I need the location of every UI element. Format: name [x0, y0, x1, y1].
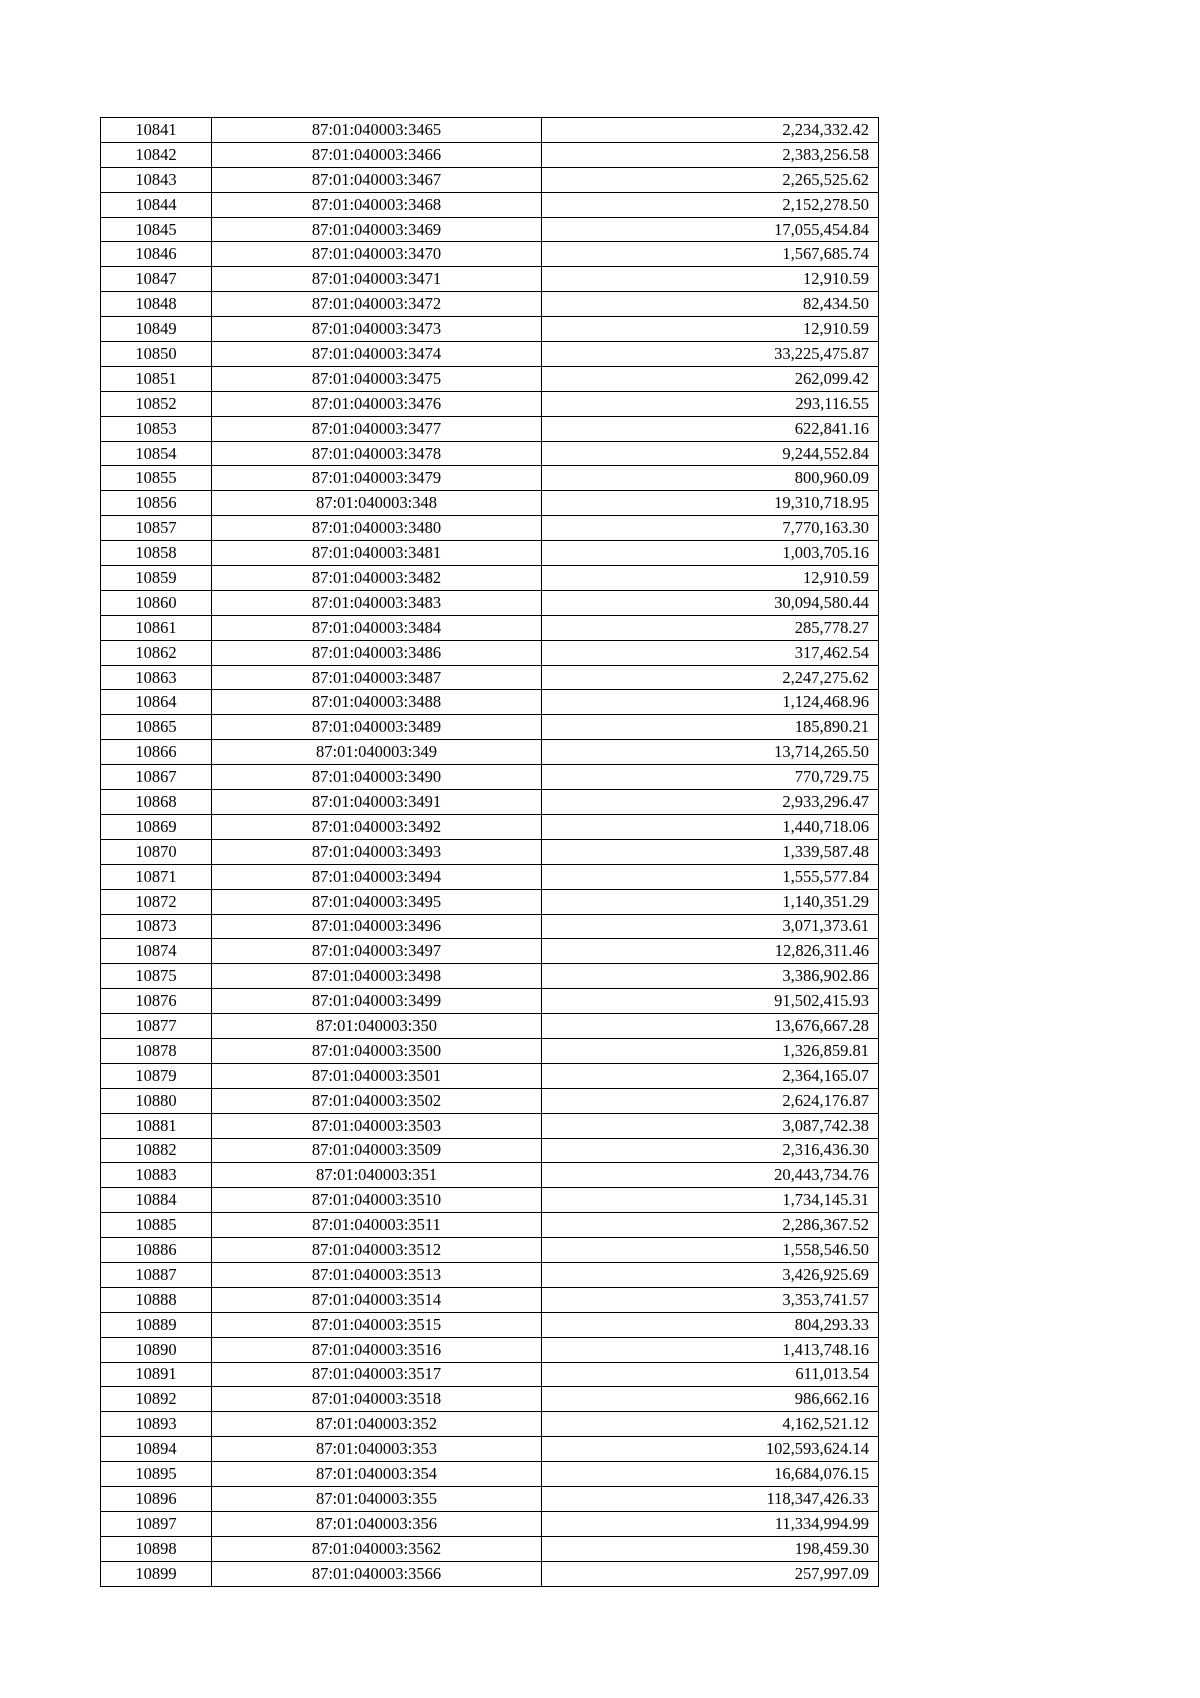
row-number-cell: 10857	[101, 516, 212, 541]
table-row	[101, 1437, 879, 1462]
row-number-cell: 10847	[101, 267, 212, 292]
table-row	[101, 814, 879, 839]
cadastral-value-cell: 91,502,415.93	[542, 989, 879, 1014]
row-number-cell: 10876	[101, 989, 212, 1014]
row-number-cell: 10898	[101, 1536, 212, 1561]
table-row	[101, 1412, 879, 1437]
table-row	[101, 864, 879, 889]
row-number-cell: 10859	[101, 566, 212, 591]
cadastral-number-cell: 87:01:040003:3483	[212, 590, 542, 615]
table-row	[101, 914, 879, 939]
row-number-cell: 10848	[101, 292, 212, 317]
cadastral-number-cell: 87:01:040003:3499	[212, 989, 542, 1014]
row-number-cell: 10861	[101, 615, 212, 640]
row-number-cell: 10867	[101, 765, 212, 790]
cadastral-value-cell: 3,087,742.38	[542, 1113, 879, 1138]
cadastral-number-cell: 87:01:040003:3511	[212, 1213, 542, 1238]
cadastral-number-cell: 87:01:040003:3496	[212, 914, 542, 939]
table-row	[101, 242, 879, 267]
cadastral-value-cell: 1,558,546.50	[542, 1238, 879, 1263]
cadastral-value-cell: 1,413,748.16	[542, 1337, 879, 1362]
row-number-cell: 10874	[101, 939, 212, 964]
table-row	[101, 1536, 879, 1561]
table-row	[101, 118, 879, 143]
cadastral-value-cell: 9,244,552.84	[542, 441, 879, 466]
row-number-cell: 10852	[101, 391, 212, 416]
row-number-cell: 10870	[101, 839, 212, 864]
cadastral-number-cell: 87:01:040003:3478	[212, 441, 542, 466]
row-number-cell: 10866	[101, 740, 212, 765]
table-row	[101, 566, 879, 591]
cadastral-number-cell: 87:01:040003:3491	[212, 790, 542, 815]
table-row	[101, 292, 879, 317]
row-number-cell: 10842	[101, 142, 212, 167]
table-row	[101, 1511, 879, 1536]
cadastral-number-cell: 87:01:040003:3466	[212, 142, 542, 167]
cadastral-value-cell: 12,910.59	[542, 566, 879, 591]
table-row	[101, 1014, 879, 1039]
cadastral-value-cell: 30,094,580.44	[542, 590, 879, 615]
cadastral-number-cell: 87:01:040003:3495	[212, 889, 542, 914]
table-body	[101, 118, 879, 1587]
cadastral-value-cell: 19,310,718.95	[542, 491, 879, 516]
cadastral-value-cell: 622,841.16	[542, 416, 879, 441]
cadastral-number-cell: 87:01:040003:349	[212, 740, 542, 765]
row-number-cell: 10863	[101, 665, 212, 690]
table-row	[101, 441, 879, 466]
table-row	[101, 1163, 879, 1188]
row-number-cell: 10884	[101, 1188, 212, 1213]
cadastral-number-cell: 87:01:040003:350	[212, 1014, 542, 1039]
table-row	[101, 366, 879, 391]
table-row	[101, 1337, 879, 1362]
cadastral-number-cell: 87:01:040003:356	[212, 1511, 542, 1536]
cadastral-value-cell: 33,225,475.87	[542, 342, 879, 367]
table-row	[101, 640, 879, 665]
cadastral-value-cell: 7,770,163.30	[542, 516, 879, 541]
cadastral-number-cell: 87:01:040003:3469	[212, 217, 542, 242]
row-number-cell: 10878	[101, 1038, 212, 1063]
cadastral-value-cell: 2,933,296.47	[542, 790, 879, 815]
table-row	[101, 1387, 879, 1412]
table-row	[101, 740, 879, 765]
table-row	[101, 167, 879, 192]
row-number-cell: 10860	[101, 590, 212, 615]
table-row	[101, 1561, 879, 1586]
cadastral-value-cell: 262,099.42	[542, 366, 879, 391]
table-row	[101, 391, 879, 416]
cadastral-number-cell: 87:01:040003:3490	[212, 765, 542, 790]
row-number-cell: 10889	[101, 1312, 212, 1337]
table-row	[101, 1486, 879, 1511]
cadastral-number-cell: 87:01:040003:3509	[212, 1138, 542, 1163]
cadastral-value-cell: 257,997.09	[542, 1561, 879, 1586]
table-row	[101, 989, 879, 1014]
cadastral-value-cell: 16,684,076.15	[542, 1462, 879, 1487]
table-row	[101, 964, 879, 989]
cadastral-value-cell: 1,003,705.16	[542, 541, 879, 566]
cadastral-value-cell: 2,152,278.50	[542, 192, 879, 217]
cadastral-number-cell: 87:01:040003:3498	[212, 964, 542, 989]
cadastral-number-cell: 87:01:040003:3514	[212, 1287, 542, 1312]
row-number-cell: 10841	[101, 118, 212, 143]
row-number-cell: 10856	[101, 491, 212, 516]
row-number-cell: 10877	[101, 1014, 212, 1039]
table-row	[101, 690, 879, 715]
cadastral-value-cell: 12,910.59	[542, 317, 879, 342]
table-row	[101, 1088, 879, 1113]
table-row	[101, 491, 879, 516]
row-number-cell: 10845	[101, 217, 212, 242]
table-row	[101, 1188, 879, 1213]
cadastral-number-cell: 87:01:040003:3477	[212, 416, 542, 441]
cadastral-number-cell: 87:01:040003:3512	[212, 1238, 542, 1263]
table-row	[101, 765, 879, 790]
cadastral-value-cell: 198,459.30	[542, 1536, 879, 1561]
table-row	[101, 1238, 879, 1263]
cadastral-number-cell: 87:01:040003:348	[212, 491, 542, 516]
row-number-cell: 10897	[101, 1511, 212, 1536]
table-row	[101, 939, 879, 964]
table-row	[101, 1138, 879, 1163]
cadastral-value-cell: 2,265,525.62	[542, 167, 879, 192]
cadastral-number-cell: 87:01:040003:3481	[212, 541, 542, 566]
row-number-cell: 10853	[101, 416, 212, 441]
row-number-cell: 10871	[101, 864, 212, 889]
cadastral-number-cell: 87:01:040003:3486	[212, 640, 542, 665]
cadastral-number-cell: 87:01:040003:3517	[212, 1362, 542, 1387]
row-number-cell: 10869	[101, 814, 212, 839]
cadastral-number-cell: 87:01:040003:3494	[212, 864, 542, 889]
table-row	[101, 715, 879, 740]
row-number-cell: 10849	[101, 317, 212, 342]
cadastral-number-cell: 87:01:040003:3501	[212, 1063, 542, 1088]
cadastral-value-cell: 2,247,275.62	[542, 665, 879, 690]
cadastral-number-cell: 87:01:040003:3473	[212, 317, 542, 342]
cadastral-value-cell: 2,316,436.30	[542, 1138, 879, 1163]
table-row	[101, 1262, 879, 1287]
table-row	[101, 267, 879, 292]
row-number-cell: 10880	[101, 1088, 212, 1113]
row-number-cell: 10873	[101, 914, 212, 939]
cadastral-number-cell: 87:01:040003:3482	[212, 566, 542, 591]
row-number-cell: 10846	[101, 242, 212, 267]
row-number-cell: 10895	[101, 1462, 212, 1487]
cadastral-number-cell: 87:01:040003:355	[212, 1486, 542, 1511]
cadastral-number-cell: 87:01:040003:3468	[212, 192, 542, 217]
cadastral-number-cell: 87:01:040003:3518	[212, 1387, 542, 1412]
cadastral-number-cell: 87:01:040003:3479	[212, 466, 542, 491]
row-number-cell: 10879	[101, 1063, 212, 1088]
cadastral-number-cell: 87:01:040003:3510	[212, 1188, 542, 1213]
cadastral-number-cell: 87:01:040003:3472	[212, 292, 542, 317]
table-row	[101, 1362, 879, 1387]
row-number-cell: 10891	[101, 1362, 212, 1387]
table-row	[101, 466, 879, 491]
table-row	[101, 889, 879, 914]
cadastral-value-cell: 1,734,145.31	[542, 1188, 879, 1213]
cadastral-value-cell: 13,676,667.28	[542, 1014, 879, 1039]
cadastral-value-cell: 293,116.55	[542, 391, 879, 416]
row-number-cell: 10850	[101, 342, 212, 367]
table-row	[101, 1462, 879, 1487]
table-row	[101, 615, 879, 640]
table-row	[101, 839, 879, 864]
cadastral-value-cell: 3,386,902.86	[542, 964, 879, 989]
table-row	[101, 192, 879, 217]
cadastral-value-cell: 1,555,577.84	[542, 864, 879, 889]
table-row	[101, 317, 879, 342]
table-row	[101, 217, 879, 242]
table-row	[101, 142, 879, 167]
table-row	[101, 1113, 879, 1138]
cadastral-number-cell: 87:01:040003:3502	[212, 1088, 542, 1113]
row-number-cell: 10887	[101, 1262, 212, 1287]
cadastral-value-cell: 986,662.16	[542, 1387, 879, 1412]
cadastral-value-cell: 1,567,685.74	[542, 242, 879, 267]
cadastral-number-cell: 87:01:040003:3516	[212, 1337, 542, 1362]
row-number-cell: 10854	[101, 441, 212, 466]
cadastral-number-cell: 87:01:040003:3474	[212, 342, 542, 367]
cadastral-value-cell: 3,071,373.61	[542, 914, 879, 939]
cadastral-number-cell: 87:01:040003:3480	[212, 516, 542, 541]
row-number-cell: 10896	[101, 1486, 212, 1511]
cadastral-value-cell: 1,124,468.96	[542, 690, 879, 715]
cadastral-number-cell: 87:01:040003:3493	[212, 839, 542, 864]
row-number-cell: 10892	[101, 1387, 212, 1412]
row-number-cell: 10872	[101, 889, 212, 914]
table-row	[101, 342, 879, 367]
row-number-cell: 10888	[101, 1287, 212, 1312]
cadastral-value-table	[100, 117, 879, 1587]
row-number-cell: 10844	[101, 192, 212, 217]
row-number-cell: 10886	[101, 1238, 212, 1263]
row-number-cell: 10899	[101, 1561, 212, 1586]
table-row	[101, 416, 879, 441]
cadastral-value-cell: 1,339,587.48	[542, 839, 879, 864]
row-number-cell: 10858	[101, 541, 212, 566]
row-number-cell: 10890	[101, 1337, 212, 1362]
cadastral-number-cell: 87:01:040003:3489	[212, 715, 542, 740]
cadastral-number-cell: 87:01:040003:3566	[212, 1561, 542, 1586]
cadastral-value-cell: 11,334,994.99	[542, 1511, 879, 1536]
table-row	[101, 1287, 879, 1312]
table-row	[101, 790, 879, 815]
row-number-cell: 10864	[101, 690, 212, 715]
cadastral-value-cell: 611,013.54	[542, 1362, 879, 1387]
cadastral-number-cell: 87:01:040003:352	[212, 1412, 542, 1437]
cadastral-value-cell: 800,960.09	[542, 466, 879, 491]
cadastral-value-cell: 3,353,741.57	[542, 1287, 879, 1312]
cadastral-number-cell: 87:01:040003:3476	[212, 391, 542, 416]
cadastral-value-cell: 82,434.50	[542, 292, 879, 317]
cadastral-value-cell: 12,910.59	[542, 267, 879, 292]
cadastral-number-cell: 87:01:040003:3497	[212, 939, 542, 964]
row-number-cell: 10862	[101, 640, 212, 665]
cadastral-value-cell: 118,347,426.33	[542, 1486, 879, 1511]
cadastral-value-cell: 1,326,859.81	[542, 1038, 879, 1063]
cadastral-value-cell: 185,890.21	[542, 715, 879, 740]
cadastral-number-cell: 87:01:040003:353	[212, 1437, 542, 1462]
table-row	[101, 541, 879, 566]
cadastral-value-cell: 12,826,311.46	[542, 939, 879, 964]
row-number-cell: 10882	[101, 1138, 212, 1163]
row-number-cell: 10894	[101, 1437, 212, 1462]
cadastral-value-cell: 20,443,734.76	[542, 1163, 879, 1188]
cadastral-number-cell: 87:01:040003:3467	[212, 167, 542, 192]
row-number-cell: 10855	[101, 466, 212, 491]
row-number-cell: 10885	[101, 1213, 212, 1238]
cadastral-number-cell: 87:01:040003:3515	[212, 1312, 542, 1337]
row-number-cell: 10881	[101, 1113, 212, 1138]
table-row	[101, 1213, 879, 1238]
table-row	[101, 1038, 879, 1063]
row-number-cell: 10851	[101, 366, 212, 391]
cadastral-value-cell: 102,593,624.14	[542, 1437, 879, 1462]
cadastral-number-cell: 87:01:040003:3471	[212, 267, 542, 292]
cadastral-value-cell: 17,055,454.84	[542, 217, 879, 242]
row-number-cell: 10868	[101, 790, 212, 815]
table-row	[101, 1063, 879, 1088]
table-row	[101, 590, 879, 615]
cadastral-value-cell: 285,778.27	[542, 615, 879, 640]
cadastral-value-cell: 1,140,351.29	[542, 889, 879, 914]
cadastral-value-cell: 1,440,718.06	[542, 814, 879, 839]
cadastral-value-cell: 317,462.54	[542, 640, 879, 665]
cadastral-value-cell: 2,624,176.87	[542, 1088, 879, 1113]
table-row	[101, 665, 879, 690]
cadastral-number-cell: 87:01:040003:3488	[212, 690, 542, 715]
cadastral-number-cell: 87:01:040003:3470	[212, 242, 542, 267]
row-number-cell: 10875	[101, 964, 212, 989]
cadastral-number-cell: 87:01:040003:3465	[212, 118, 542, 143]
cadastral-value-cell: 2,234,332.42	[542, 118, 879, 143]
cadastral-number-cell: 87:01:040003:3503	[212, 1113, 542, 1138]
cadastral-number-cell: 87:01:040003:3487	[212, 665, 542, 690]
cadastral-value-cell: 770,729.75	[542, 765, 879, 790]
cadastral-number-cell: 87:01:040003:3513	[212, 1262, 542, 1287]
cadastral-value-cell: 2,383,256.58	[542, 142, 879, 167]
cadastral-value-cell: 13,714,265.50	[542, 740, 879, 765]
row-number-cell: 10883	[101, 1163, 212, 1188]
cadastral-value-cell: 2,364,165.07	[542, 1063, 879, 1088]
cadastral-number-cell: 87:01:040003:3492	[212, 814, 542, 839]
row-number-cell: 10843	[101, 167, 212, 192]
cadastral-number-cell: 87:01:040003:3484	[212, 615, 542, 640]
cadastral-number-cell: 87:01:040003:3475	[212, 366, 542, 391]
table-row	[101, 516, 879, 541]
cadastral-number-cell: 87:01:040003:351	[212, 1163, 542, 1188]
cadastral-value-cell: 2,286,367.52	[542, 1213, 879, 1238]
cadastral-value-cell: 3,426,925.69	[542, 1262, 879, 1287]
row-number-cell: 10865	[101, 715, 212, 740]
row-number-cell: 10893	[101, 1412, 212, 1437]
cadastral-number-cell: 87:01:040003:3562	[212, 1536, 542, 1561]
table-row	[101, 1312, 879, 1337]
cadastral-value-cell: 4,162,521.12	[542, 1412, 879, 1437]
cadastral-value-cell: 804,293.33	[542, 1312, 879, 1337]
cadastral-number-cell: 87:01:040003:354	[212, 1462, 542, 1487]
cadastral-number-cell: 87:01:040003:3500	[212, 1038, 542, 1063]
